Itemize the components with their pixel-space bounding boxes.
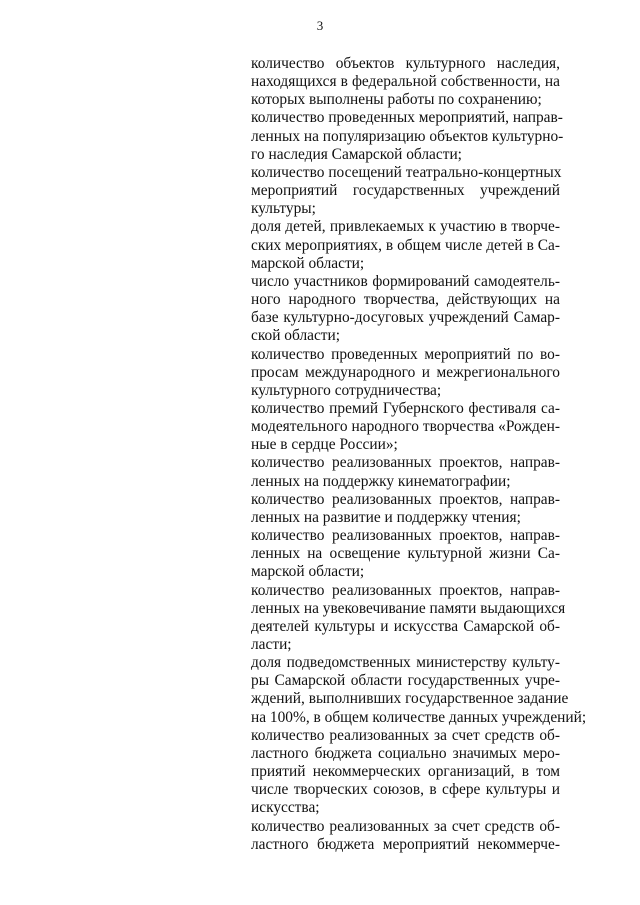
list-item <box>251 109 564 163</box>
text-line: марской области; <box>251 254 365 272</box>
text-line: ленных на увековечивание памяти выдающихся <box>251 599 566 617</box>
list-item <box>251 346 560 400</box>
text-line: марской области; <box>251 563 365 581</box>
document-body <box>251 55 587 854</box>
text-line: ры Самарской области государственных учре- <box>251 672 560 690</box>
text-line: на 100%, в общем количестве данных учреждений; <box>251 708 587 726</box>
text-line: ских мероприятиях, в общем числе детей в Са- <box>251 236 560 254</box>
text-line: количество премий Губернского фестиваля са- <box>251 399 560 417</box>
list-item <box>251 55 560 109</box>
text-line: ждений, выполнивших государственное задание <box>251 690 569 708</box>
list-item <box>251 400 560 454</box>
text-line: доля подведомственных министерству культу- <box>251 654 560 672</box>
text-line: просам международного и межрегионального <box>251 363 560 381</box>
list-item <box>251 273 560 346</box>
text-line: го наследия Самарской области; <box>251 145 462 163</box>
text-line: ластного бюджета социально значимых меро- <box>251 744 560 762</box>
list-item <box>251 654 587 727</box>
text-line: ленных на поддержку кинематографии; <box>251 472 511 490</box>
list-item <box>251 727 560 818</box>
text-line: ской области; <box>251 327 341 345</box>
list-item <box>251 581 566 655</box>
text-line: количество объектов культурного наследия, <box>251 55 560 72</box>
text-line: ленных на популяризацию объектов культурно- <box>251 127 564 145</box>
text-line: ленных на освещение культурной жизни Са- <box>251 545 560 563</box>
text-line: количество реализованных за счет средств об- <box>251 726 560 744</box>
text-line: модеятельного народного творчества «Рожден- <box>251 418 560 436</box>
text-line: количество реализованных проектов, направ- <box>251 490 560 508</box>
text-line: доля детей, привлекаемых к участию в творче- <box>251 218 560 236</box>
text-line: базе культурно-досуговых учреждений Самар- <box>251 309 560 327</box>
text-line: культурного сотрудничества; <box>251 381 442 399</box>
text-line: количество реализованных за счет средств об- <box>251 817 560 835</box>
text-line: число участников формирований самодеятель- <box>251 272 560 290</box>
text-line: ленных на развитие и поддержку чтения; <box>251 508 521 526</box>
text-line: искусства; <box>251 799 320 817</box>
text-line: количество проведенных мероприятий, направ- <box>251 109 563 127</box>
text-line: приятий некоммерческих организаций, в том <box>251 763 560 781</box>
text-line: деятелей культуры и искусства Самарской об- <box>251 617 560 635</box>
text-line: количество посещений театрально-концертных <box>251 163 562 181</box>
text-line: ные в сердце России»; <box>251 436 398 454</box>
list-item <box>251 527 560 581</box>
list-item <box>251 164 560 218</box>
list-item <box>251 818 560 854</box>
list-item <box>251 491 560 527</box>
list-item <box>251 454 560 490</box>
list-item <box>251 218 560 272</box>
text-line: ласти; <box>251 636 292 653</box>
page-number: 3 <box>316 18 324 33</box>
text-line: количество реализованных проектов, направ- <box>251 454 560 472</box>
text-line: ного народного творчества, действующих на <box>251 291 560 309</box>
text-line: которых выполнены работы по сохранению; <box>251 91 542 109</box>
text-line: культуры; <box>251 200 316 218</box>
text-line: количество реализованных проектов, направ- <box>251 581 560 599</box>
text-line: ластного бюджета мероприятий некоммерче- <box>251 835 560 853</box>
text-line: количество проведенных мероприятий по во- <box>251 345 560 363</box>
text-line: числе творческих союзов, в сфере культуры и <box>251 781 560 799</box>
text-line: количество реализованных проектов, направ- <box>251 527 560 545</box>
text-line: мероприятий государственных учреждений <box>251 182 560 200</box>
text-line: находящихся в федеральной собственности, на <box>251 73 560 91</box>
